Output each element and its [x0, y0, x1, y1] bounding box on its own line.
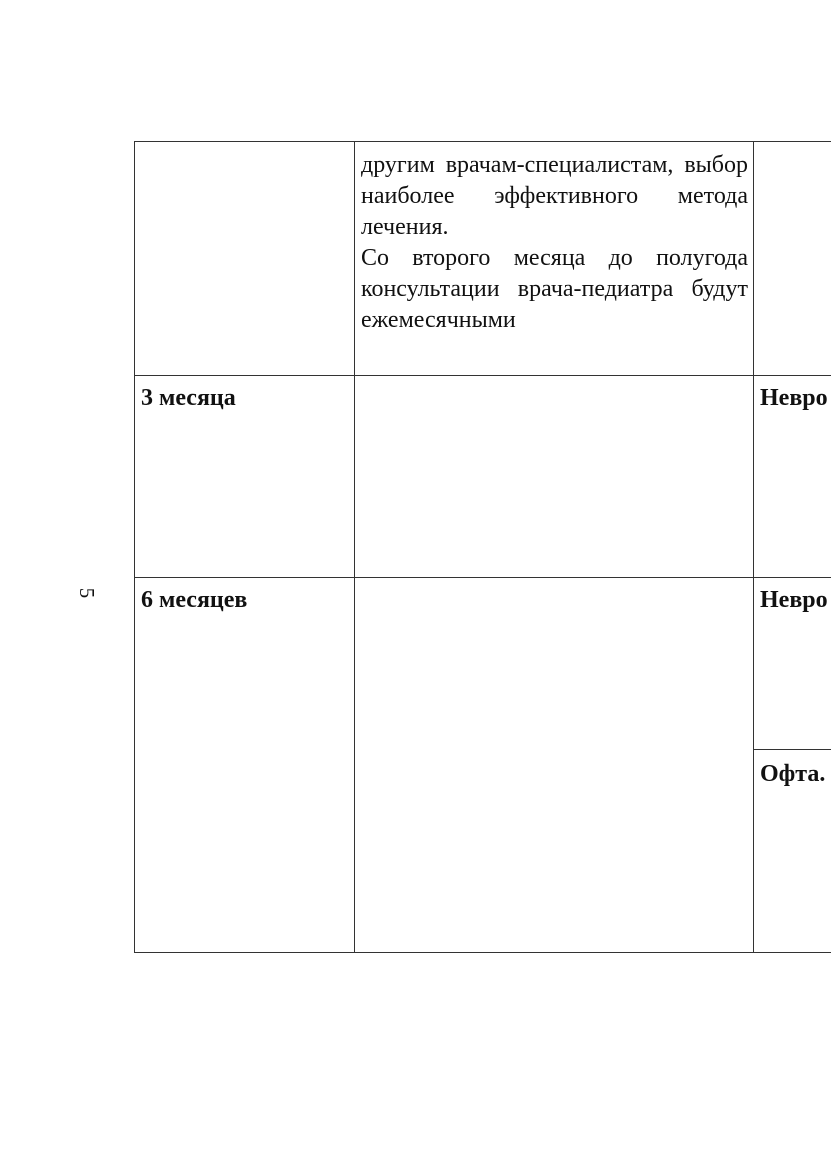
row1-description-text: другим врачам-специалистам, выбор наиболее эффективного метода лечения.: [361, 152, 748, 240]
table-line-col2: [354, 141, 355, 953]
table-line-row3: [134, 577, 831, 578]
table-line-col3: [753, 141, 754, 953]
row1-description: [361, 150, 748, 336]
table-line-bottom: [134, 952, 831, 953]
row3-age: 6 месяцев: [141, 587, 248, 613]
row2-age: 3 месяца: [141, 385, 236, 411]
row2-specialist: Невро: [760, 385, 828, 411]
page-number: 5: [75, 587, 99, 599]
table-line-left: [134, 141, 135, 953]
row3-specialist-1: Невро: [760, 587, 828, 613]
table-line-top: [134, 141, 831, 142]
table-line-row2: [134, 375, 831, 376]
row3-specialist-2: Офта.: [760, 761, 826, 787]
row1-schedule-note: Со второго месяца до полугода консультации врача-педиатра будут ежемесячными: [361, 245, 748, 333]
table-line-subrow: [753, 749, 831, 750]
